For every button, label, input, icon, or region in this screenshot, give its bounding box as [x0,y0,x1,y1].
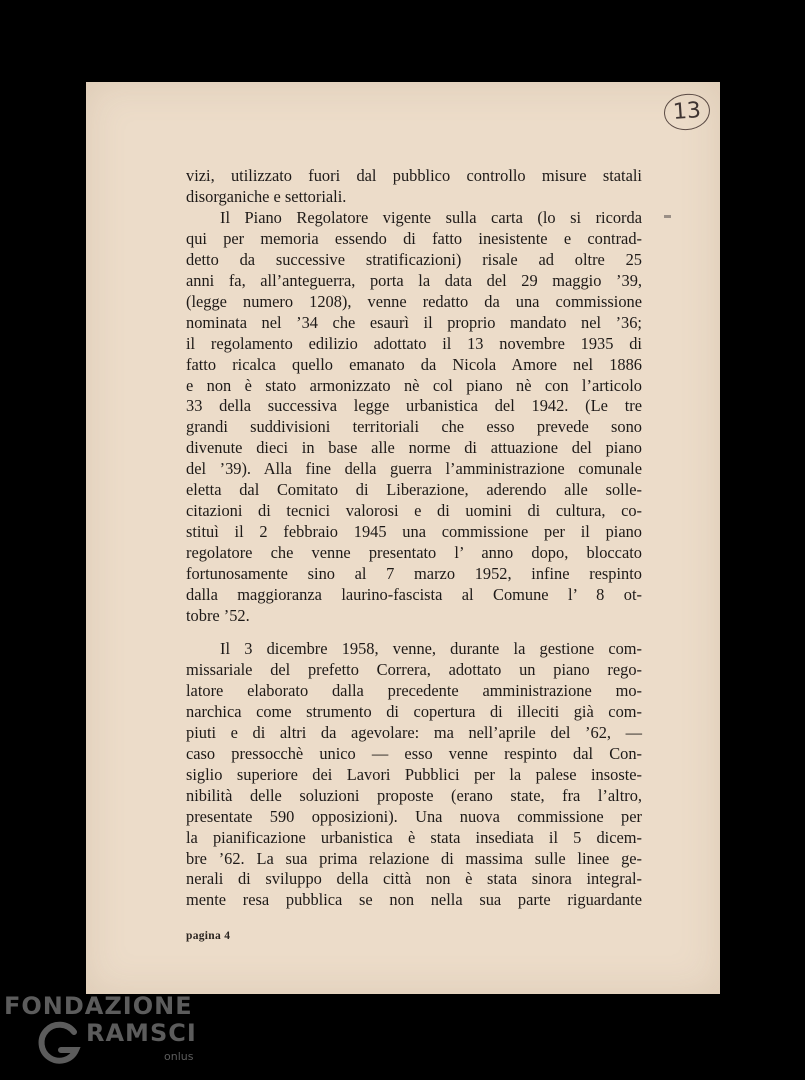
text-line: tobre ’52. [186,606,250,626]
text-line: divenute dieci in base alle norme di attuazione del piano [186,438,642,458]
body-text [186,166,642,911]
fondazione-gramsci-watermark [4,992,214,1078]
text-line: qui per memoria essendo di fatto inesistente e contrad- [186,228,642,248]
text-line: regolatore che venne presentato l’ anno dopo, bloccato [186,543,642,563]
text-line: bre ’62. La sua prima relazione di massima sulle linee ge- [186,848,642,868]
text-line: detto da successive stratificazioni) risale ad oltre 25 [186,249,642,269]
text-line: stituì il 2 febbraio 1945 una commissione per il piano [186,522,642,542]
text-line: 33 della successiva legge urbanistica del 1942. (Le tre [186,396,642,416]
page-footer: pagina 4 [186,930,231,942]
text-line: nibilità delle soluzioni proposte (erano state, fra l’altro, [186,785,642,805]
text-line: la pianificazione urbanistica è stata insediata il 5 dicem- [186,827,642,847]
g-letter-icon [34,1018,84,1068]
watermark-line2: RAMSCI [86,1019,197,1047]
text-line: siglio superiore dei Lavori Pubblici per la palese insoste- [186,764,642,784]
text-line: latore elaborato dalla precedente amministrazione mo- [186,680,642,700]
text-line: presentate 590 opposizioni). Una nuova commissione per [186,806,642,826]
text-line: e non è stato armonizzato nè col piano nè con l’articolo [186,375,642,395]
text-line: fortunosamente sino al 7 marzo 1952, infine respinto [186,564,642,584]
text-line: Il Piano Regolatore vigente sulla carta (lo si ricorda [220,207,642,227]
text-line: citazioni di tecnici valorosi e di uomini di cultura, co- [186,501,642,521]
text-line: grandi suddivisioni territoriali che esso prevede sono [186,417,642,437]
text-line: nominata nel ’34 che esaurì il proprio mandato nel ’36; [186,312,642,332]
text-line: narchica come strumento di copertura di illeciti già com- [186,701,642,721]
text-line: del ’39). Alla fine della guerra l’amministrazione comunale [186,459,642,479]
text-line: dalla maggioranza laurino-fascista al Comune l’ 8 ot- [186,585,642,605]
document-page [86,82,720,994]
text-line: eletta dal Comitato di Liberazione, aderendo alle solle- [186,480,642,500]
paper-mark [664,215,671,218]
text-line: vizi, utilizzato fuori dal pubblico controllo misure statali [186,166,642,185]
handwritten-page-number: 13 [663,92,711,131]
text-line: piuti e di altri da agevolare: ma nell’aprile del ’62, — [186,722,642,742]
text-line: anni fa, all’anteguerra, porta la data del 29 maggio ’39, [186,270,642,290]
paragraph-spacer [186,627,642,639]
text-line: nerali di sviluppo della città non è stata sinora integral- [186,869,642,889]
text-line: (legge numero 1208), venne redatto da una commissione [186,291,642,311]
text-line: mente resa pubblica se non nella sua parte riguardante [186,890,642,910]
text-line: il regolamento edilizio adottato il 13 novembre 1935 di [186,333,642,353]
text-line: fatto ricalca quello emanato da Nicola Amore nel 1886 [186,354,642,374]
text-line: caso pressocchè unico — esso venne respinto dal Con- [186,743,642,763]
text-line: disorganiche e settoriali. [186,186,347,206]
text-line: missariale del prefetto Correra, adottato un piano rego- [186,659,642,679]
text-line: Il 3 dicembre 1958, venne, durante la gestione com- [220,638,642,658]
watermark-suffix: onlus [164,1050,194,1063]
paragraph-2 [186,208,642,627]
paragraph-1 [186,166,642,208]
watermark-line1: FONDAZIONE [4,992,193,1020]
paragraph-3 [186,639,642,911]
